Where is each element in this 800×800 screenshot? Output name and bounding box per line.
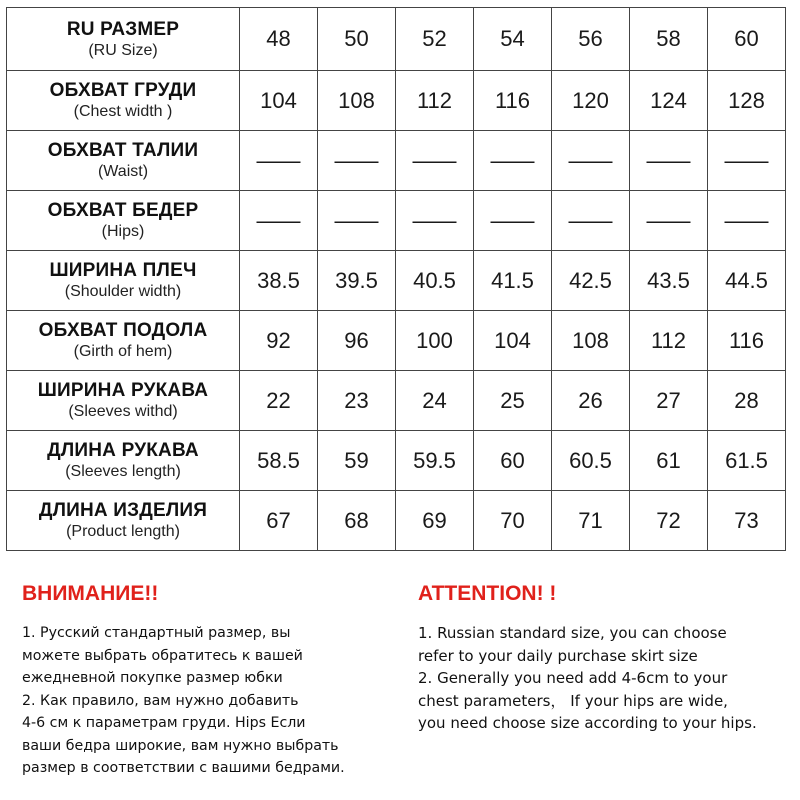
- value-cell: 27: [630, 371, 708, 431]
- size-cell: 54: [474, 8, 552, 71]
- attention-note-en: [418, 582, 798, 735]
- note-line: chest parameters， If your hips are wide,: [418, 691, 728, 710]
- value-cell: 61: [630, 431, 708, 491]
- value-cell: 96: [318, 311, 396, 371]
- note-line: refer to your daily purchase skirt size: [418, 646, 698, 665]
- row-label-cell: [7, 431, 240, 491]
- value-cell: 58.5: [240, 431, 318, 491]
- value-cell: 71: [552, 491, 630, 551]
- row-label-ru: ШИРИНА РУКАВА: [37, 380, 209, 401]
- note-line: 1. Russian standard size, you can choose: [418, 624, 727, 642]
- row-label-cell: [7, 191, 240, 251]
- size-cell: 58: [630, 8, 708, 71]
- attention-text-en: [418, 622, 798, 735]
- row-label-en: (Waist): [97, 163, 149, 180]
- value-cell: 38.5: [240, 251, 318, 311]
- row-label-ru: ШИРИНА ПЛЕЧ: [49, 260, 197, 281]
- note-line: ваши бедра широкие, вам нужно выбрать: [22, 737, 339, 754]
- size-cell: 50: [318, 8, 396, 71]
- attention-text-ru: [22, 622, 402, 780]
- value-cell: ——: [240, 131, 318, 191]
- note-line: размер в соответствии с вашими бедрами.: [22, 760, 345, 776]
- row-label-en: (Shoulder width): [64, 283, 182, 300]
- row-label-cell: [7, 8, 240, 71]
- row-label-en: (Chest width ): [73, 103, 173, 120]
- row-label-cell: [7, 491, 240, 551]
- value-cell: 120: [552, 71, 630, 131]
- note-line: 1. Русский стандартный размер, вы: [22, 625, 291, 641]
- size-cell: 48: [240, 8, 318, 71]
- row-label-ru: ОБХВАТ ПОДОЛА: [38, 320, 208, 341]
- value-cell: 116: [708, 311, 786, 371]
- measurement-row: [7, 431, 786, 491]
- value-cell: 73: [708, 491, 786, 551]
- value-cell: 128: [708, 71, 786, 131]
- value-cell: ——: [708, 131, 786, 191]
- attention-note-ru: [22, 582, 402, 780]
- value-cell: ——: [318, 191, 396, 251]
- value-cell: 67: [240, 491, 318, 551]
- value-cell: 116: [474, 71, 552, 131]
- value-cell: 44.5: [708, 251, 786, 311]
- row-label-cell: [7, 371, 240, 431]
- measurement-row: [7, 491, 786, 551]
- value-cell: 104: [240, 71, 318, 131]
- row-label-ru: ОБХВАТ БЕДЕР: [47, 200, 199, 221]
- value-cell: 43.5: [630, 251, 708, 311]
- measurement-row: [7, 71, 786, 131]
- row-label-ru: ОБХВАТ ГРУДИ: [49, 80, 197, 101]
- value-cell: ——: [552, 191, 630, 251]
- value-cell: ——: [240, 191, 318, 251]
- row-label-ru: ОБХВАТ ТАЛИИ: [47, 140, 199, 161]
- value-cell: 112: [630, 311, 708, 371]
- value-cell: 22: [240, 371, 318, 431]
- row-label-cell: [7, 251, 240, 311]
- value-cell: 60.5: [552, 431, 630, 491]
- row-label-ru: ДЛИНА РУКАВА: [47, 440, 199, 461]
- row-label-en: (Sleeves length): [65, 463, 181, 480]
- row-label-ru: RU РАЗМЕР: [66, 18, 180, 40]
- note-line: ежедневной покупке размер юбки: [22, 670, 283, 686]
- value-cell: ——: [630, 191, 708, 251]
- size-table: [6, 7, 786, 551]
- size-cell: 56: [552, 8, 630, 71]
- row-label-cell: [7, 131, 240, 191]
- note-line: 2. Generally you need add 4-6cm to your: [418, 669, 728, 687]
- value-cell: ——: [552, 131, 630, 191]
- row-label-cell: [7, 311, 240, 371]
- value-cell: 61.5: [708, 431, 786, 491]
- value-cell: 124: [630, 71, 708, 131]
- row-label-en: (Sleeves withd): [68, 403, 178, 420]
- measurement-row: [7, 311, 786, 371]
- measurement-row: [7, 251, 786, 311]
- value-cell: 72: [630, 491, 708, 551]
- value-cell: ——: [474, 131, 552, 191]
- value-cell: 41.5: [474, 251, 552, 311]
- value-cell: 108: [318, 71, 396, 131]
- value-cell: 104: [474, 311, 552, 371]
- value-cell: 39.5: [318, 251, 396, 311]
- value-cell: 59: [318, 431, 396, 491]
- value-cell: 28: [708, 371, 786, 431]
- value-cell: 59.5: [396, 431, 474, 491]
- note-line: 2. Как правило, вам нужно добавить: [22, 692, 299, 709]
- value-cell: 25: [474, 371, 552, 431]
- attention-title-en: ATTENTION! !: [418, 582, 557, 605]
- note-line: можете выбрать обратитесь к вашей: [22, 647, 303, 664]
- size-cell: 60: [708, 8, 786, 71]
- value-cell: 92: [240, 311, 318, 371]
- note-line: you need choose size according to your hips.: [418, 714, 757, 732]
- value-cell: 112: [396, 71, 474, 131]
- attention-title-ru: ВНИМАНИЕ!!: [22, 582, 159, 605]
- row-label-en: (Hips): [101, 223, 145, 240]
- value-cell: 70: [474, 491, 552, 551]
- value-cell: 100: [396, 311, 474, 371]
- note-line: 4-6 см к параметрам груди. Hips Если: [22, 715, 306, 731]
- value-cell: ——: [630, 131, 708, 191]
- value-cell: 42.5: [552, 251, 630, 311]
- value-cell: 108: [552, 311, 630, 371]
- row-label-cell: [7, 71, 240, 131]
- value-cell: 69: [396, 491, 474, 551]
- row-label-en: (Girth of hem): [73, 343, 173, 360]
- measurement-row: [7, 191, 786, 251]
- measurement-row: [7, 371, 786, 431]
- value-cell: 23: [318, 371, 396, 431]
- value-cell: ——: [318, 131, 396, 191]
- value-cell: 26: [552, 371, 630, 431]
- value-cell: ——: [708, 191, 786, 251]
- value-cell: 40.5: [396, 251, 474, 311]
- value-cell: ——: [474, 191, 552, 251]
- size-table-body: [7, 8, 786, 551]
- value-cell: ——: [396, 191, 474, 251]
- value-cell: 68: [318, 491, 396, 551]
- row-label-en: (RU Size): [88, 41, 158, 59]
- value-cell: 60: [474, 431, 552, 491]
- size-header-row: [7, 8, 786, 71]
- measurement-row: [7, 131, 786, 191]
- value-cell: 24: [396, 371, 474, 431]
- value-cell: ——: [396, 131, 474, 191]
- size-cell: 52: [396, 8, 474, 71]
- row-label-ru: ДЛИНА ИЗДЕЛИЯ: [38, 500, 208, 521]
- row-label-en: (Product length): [66, 523, 180, 540]
